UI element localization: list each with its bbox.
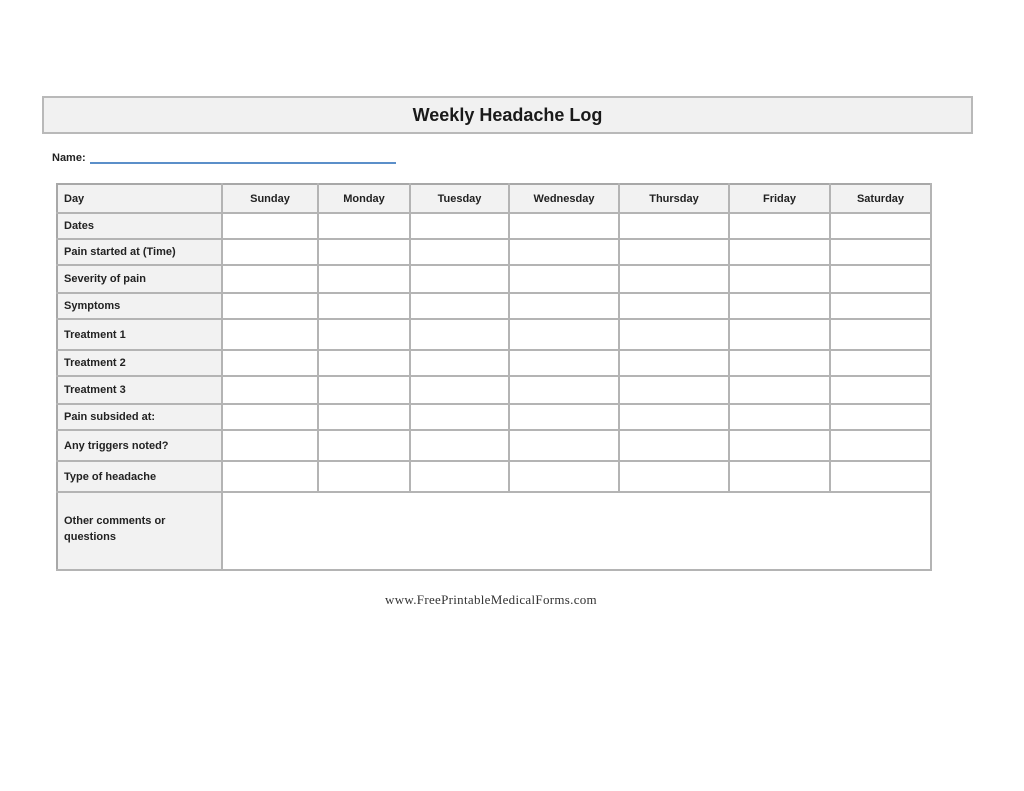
- log-cell-monday[interactable]: [318, 293, 410, 319]
- column-header-monday: Monday: [318, 184, 410, 213]
- row-label: Treatment 3: [57, 376, 222, 404]
- log-cell-wednesday[interactable]: [509, 461, 619, 492]
- footer-url: www.FreePrintableMedicalForms.com: [385, 592, 597, 607]
- log-row: [57, 350, 931, 376]
- log-cell-saturday[interactable]: [830, 430, 931, 461]
- log-cell-monday[interactable]: [318, 213, 410, 239]
- log-cell-thursday[interactable]: [619, 265, 729, 293]
- log-cell-thursday[interactable]: [619, 293, 729, 319]
- column-header-saturday: Saturday: [830, 184, 931, 213]
- log-cell-friday[interactable]: [729, 265, 830, 293]
- log-cell-thursday[interactable]: [619, 319, 729, 350]
- log-cell-tuesday[interactable]: [410, 461, 509, 492]
- log-row: [57, 376, 931, 404]
- name-field[interactable]: [90, 148, 396, 164]
- log-cell-saturday[interactable]: [830, 213, 931, 239]
- log-cell-friday[interactable]: [729, 430, 830, 461]
- row-label: Any triggers noted?: [57, 430, 222, 461]
- log-cell-wednesday[interactable]: [509, 319, 619, 350]
- log-cell-saturday[interactable]: [830, 319, 931, 350]
- log-cell-tuesday[interactable]: [410, 319, 509, 350]
- log-cell-monday[interactable]: [318, 376, 410, 404]
- log-cell-sunday[interactable]: [222, 265, 318, 293]
- row-label: Pain subsided at:: [57, 404, 222, 430]
- log-cell-friday[interactable]: [729, 350, 830, 376]
- column-header-thursday: Thursday: [619, 184, 729, 213]
- log-cell-thursday[interactable]: [619, 430, 729, 461]
- row-label: Type of headache: [57, 461, 222, 492]
- log-cell-tuesday[interactable]: [410, 376, 509, 404]
- log-cell-monday[interactable]: [318, 350, 410, 376]
- row-label: Treatment 1: [57, 319, 222, 350]
- log-row: [57, 430, 931, 461]
- log-cell-saturday[interactable]: [830, 376, 931, 404]
- comments-cell[interactable]: [222, 492, 931, 570]
- log-cell-saturday[interactable]: [830, 239, 931, 265]
- column-header-sunday: Sunday: [222, 184, 318, 213]
- log-cell-tuesday[interactable]: [410, 404, 509, 430]
- log-cell-sunday[interactable]: [222, 213, 318, 239]
- log-cell-wednesday[interactable]: [509, 404, 619, 430]
- log-cell-monday[interactable]: [318, 461, 410, 492]
- log-cell-sunday[interactable]: [222, 461, 318, 492]
- log-cell-wednesday[interactable]: [509, 265, 619, 293]
- log-row: [57, 239, 931, 265]
- row-label: Treatment 2: [57, 350, 222, 376]
- name-row: [52, 148, 396, 164]
- page-title: Weekly Headache Log: [412, 104, 603, 125]
- log-row: [57, 213, 931, 239]
- row-label: Symptoms: [57, 293, 222, 319]
- log-cell-friday[interactable]: [729, 293, 830, 319]
- log-cell-friday[interactable]: [729, 239, 830, 265]
- log-cell-monday[interactable]: [318, 319, 410, 350]
- log-cell-wednesday[interactable]: [509, 213, 619, 239]
- log-row: [57, 293, 931, 319]
- column-header-tuesday: Tuesday: [410, 184, 509, 213]
- title-bar: [42, 96, 973, 134]
- log-cell-sunday[interactable]: [222, 430, 318, 461]
- log-cell-tuesday[interactable]: [410, 293, 509, 319]
- log-cell-saturday[interactable]: [830, 350, 931, 376]
- column-header-friday: Friday: [729, 184, 830, 213]
- log-cell-tuesday[interactable]: [410, 350, 509, 376]
- row-label: Pain started at (Time): [57, 239, 222, 265]
- log-cell-sunday[interactable]: [222, 404, 318, 430]
- log-cell-wednesday[interactable]: [509, 239, 619, 265]
- log-row: [57, 404, 931, 430]
- log-cell-wednesday[interactable]: [509, 376, 619, 404]
- log-cell-thursday[interactable]: [619, 350, 729, 376]
- log-cell-sunday[interactable]: [222, 293, 318, 319]
- log-cell-tuesday[interactable]: [410, 213, 509, 239]
- log-cell-sunday[interactable]: [222, 376, 318, 404]
- log-cell-wednesday[interactable]: [509, 293, 619, 319]
- headache-log-table: [56, 183, 932, 571]
- log-cell-monday[interactable]: [318, 404, 410, 430]
- row-label: Severity of pain: [57, 265, 222, 293]
- log-cell-sunday[interactable]: [222, 350, 318, 376]
- log-cell-saturday[interactable]: [830, 265, 931, 293]
- name-label: Name:: [52, 152, 86, 164]
- log-row: [57, 461, 931, 492]
- log-cell-saturday[interactable]: [830, 293, 931, 319]
- log-cell-friday[interactable]: [729, 376, 830, 404]
- log-cell-friday[interactable]: [729, 404, 830, 430]
- log-cell-tuesday[interactable]: [410, 430, 509, 461]
- comments-label: Other comments or questions: [57, 492, 222, 570]
- log-cell-tuesday[interactable]: [410, 239, 509, 265]
- log-cell-friday[interactable]: [729, 319, 830, 350]
- log-row: [57, 319, 931, 350]
- log-cell-saturday[interactable]: [830, 461, 931, 492]
- log-cell-wednesday[interactable]: [509, 350, 619, 376]
- log-cell-thursday[interactable]: [619, 461, 729, 492]
- row-label: Dates: [57, 213, 222, 239]
- log-cell-monday[interactable]: [318, 265, 410, 293]
- log-cell-sunday[interactable]: [222, 239, 318, 265]
- column-header-wednesday: Wednesday: [509, 184, 619, 213]
- log-cell-thursday[interactable]: [619, 404, 729, 430]
- log-cell-thursday[interactable]: [619, 239, 729, 265]
- log-cell-sunday[interactable]: [222, 319, 318, 350]
- log-cell-friday[interactable]: [729, 461, 830, 492]
- comments-row: [57, 492, 931, 570]
- log-cell-friday[interactable]: [729, 213, 830, 239]
- log-cell-saturday[interactable]: [830, 404, 931, 430]
- log-cell-tuesday[interactable]: [410, 265, 509, 293]
- log-cell-thursday[interactable]: [619, 376, 729, 404]
- log-cell-wednesday[interactable]: [509, 430, 619, 461]
- log-row: [57, 265, 931, 293]
- corner-header: Day: [57, 184, 222, 213]
- header-row: [57, 184, 931, 213]
- log-cell-monday[interactable]: [318, 430, 410, 461]
- log-cell-thursday[interactable]: [619, 213, 729, 239]
- log-cell-monday[interactable]: [318, 239, 410, 265]
